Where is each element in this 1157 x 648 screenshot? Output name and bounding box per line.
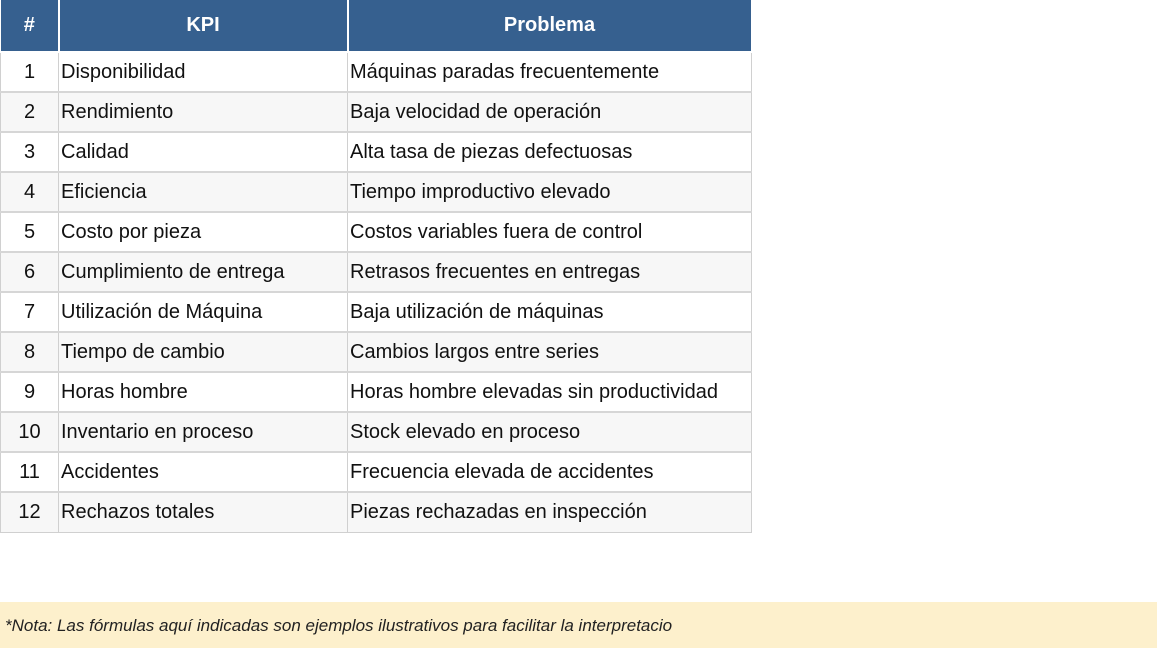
cell-problema[interactable]: Baja utilización de máquinas (348, 292, 752, 332)
cell-number[interactable]: 10 (1, 412, 59, 452)
cell-kpi[interactable]: Inventario en proceso (59, 412, 348, 452)
header-number[interactable]: # (1, 0, 59, 52)
cell-kpi[interactable]: Rechazos totales (59, 492, 348, 532)
cell-kpi[interactable]: Tiempo de cambio (59, 332, 348, 372)
note-text[interactable]: *Nota: Las fórmulas aquí indicadas son ejemplos ilustrativos para facilitar la interpretacio (5, 616, 673, 635)
cell-number[interactable]: 11 (1, 452, 59, 492)
cell-kpi[interactable]: Costo por pieza (59, 212, 348, 252)
table-body (1, 52, 752, 532)
cell-kpi[interactable]: Rendimiento (59, 92, 348, 132)
cell-problema[interactable]: Baja velocidad de operación (348, 92, 752, 132)
cell-kpi[interactable]: Cumplimiento de entrega (59, 252, 348, 292)
cell-problema[interactable]: Stock elevado en proceso (348, 412, 752, 452)
cell-number[interactable]: 8 (1, 332, 59, 372)
table-row (1, 132, 752, 172)
cell-kpi[interactable]: Disponibilidad (59, 52, 348, 92)
cell-problema[interactable]: Frecuencia elevada de accidentes (348, 452, 752, 492)
cell-kpi[interactable]: Calidad (59, 132, 348, 172)
cell-problema[interactable]: Alta tasa de piezas defectuosas (348, 132, 752, 172)
table-row (1, 252, 752, 292)
cell-kpi[interactable]: Eficiencia (59, 172, 348, 212)
table-row (1, 52, 752, 92)
table-row (1, 332, 752, 372)
cell-number[interactable]: 7 (1, 292, 59, 332)
cell-problema[interactable]: Máquinas paradas frecuentemente (348, 52, 752, 92)
table-row (1, 92, 752, 132)
table-header-row (1, 0, 752, 52)
table-row (1, 412, 752, 452)
table-row (1, 372, 752, 412)
cell-number[interactable]: 2 (1, 92, 59, 132)
cell-number[interactable]: 4 (1, 172, 59, 212)
cell-problema[interactable]: Cambios largos entre series (348, 332, 752, 372)
cell-number[interactable]: 1 (1, 52, 59, 92)
cell-number[interactable]: 3 (1, 132, 59, 172)
cell-problema[interactable]: Piezas rechazadas en inspección (348, 492, 752, 532)
table-row (1, 172, 752, 212)
cell-kpi[interactable]: Accidentes (59, 452, 348, 492)
table-row (1, 212, 752, 252)
cell-problema[interactable]: Retrasos frecuentes en entregas (348, 252, 752, 292)
header-problema[interactable]: Problema (348, 0, 752, 52)
cell-kpi[interactable]: Utilización de Máquina (59, 292, 348, 332)
cell-problema[interactable]: Horas hombre elevadas sin productividad (348, 372, 752, 412)
cell-problema[interactable]: Costos variables fuera de control (348, 212, 752, 252)
table-row (1, 492, 752, 532)
cell-number[interactable]: 6 (1, 252, 59, 292)
cell-number[interactable]: 5 (1, 212, 59, 252)
note-banner (0, 602, 1157, 648)
table-row (1, 292, 752, 332)
cell-number[interactable]: 9 (1, 372, 59, 412)
header-kpi[interactable]: KPI (59, 0, 348, 52)
cell-problema[interactable]: Tiempo improductivo elevado (348, 172, 752, 212)
cell-kpi[interactable]: Horas hombre (59, 372, 348, 412)
cell-number[interactable]: 12 (1, 492, 59, 532)
table-row (1, 452, 752, 492)
